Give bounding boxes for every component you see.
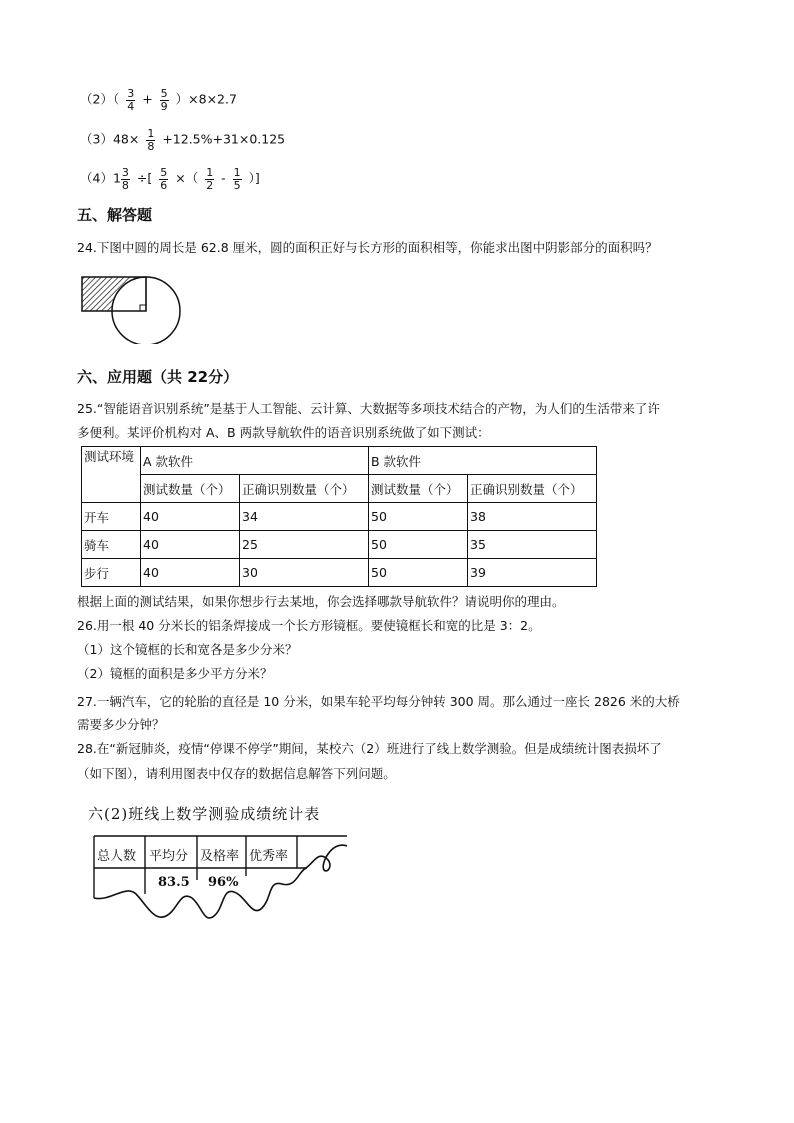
damaged-header: 平均分	[149, 849, 189, 864]
sub-header: 测试数量（个）	[369, 475, 468, 503]
q25-line1: 25.“智能语音识别系统”是基于人工智能、云计算、大数据等多项技术结合的产物，为人们的生活带来了许	[77, 401, 660, 416]
fraction: $\frac{3}{8}$	[121, 166, 129, 192]
table-row: 骑车 40 25 50 35	[82, 531, 597, 559]
sub-header: 正确识别数量（个）	[468, 475, 597, 503]
fraction: $\frac{1}{2}$	[206, 166, 214, 192]
circle-rectangle-figure	[76, 268, 182, 344]
q25-line2: 多便利。某评价机构对 A、B 两款导航软件的语音识别系统做了如下测试：	[77, 425, 490, 440]
damaged-header: 及格率	[200, 849, 240, 864]
group-b-header: B 款软件	[369, 447, 597, 475]
damaged-header: 总人数	[97, 849, 137, 864]
sub-header: 测试数量（个）	[141, 475, 240, 503]
table-row: 步行 40 30 50 39	[82, 559, 597, 587]
q26-sub1: （1）这个镜框的长和宽各是多少分米？	[77, 642, 298, 657]
fraction: $\frac{1}{8}$	[147, 127, 155, 153]
pass-rate-value: 96%	[208, 875, 239, 890]
q24-text: 24.下图中圆的周长是 62.8 厘米，圆的面积正好与长方形的面积相等，你能求出图中阴影部分的面积吗？	[77, 240, 658, 255]
section-6-title: 六、应用题（共 22分）	[77, 368, 239, 386]
test-table	[81, 446, 597, 587]
calc-q2: （2）（ $\frac{3}{4}$ + $\frac{5}{9}$ ）×8×2.7	[80, 87, 237, 113]
table-corner: 测试环境	[82, 447, 141, 503]
calc-q3: （3）48× $\frac{1}{8}$ +12.5%+31×0.125	[80, 127, 286, 153]
average-score-value: 83.5	[158, 875, 190, 890]
damaged-table-title: 六(2)班线上数学测验成绩统计表	[88, 805, 321, 823]
q26-text: 26.用一根 40 分米长的铝条焊接成一个长方形镜框。要使镜框长和宽的比是 3：2。	[77, 618, 541, 633]
section-5-title: 五、解答题	[77, 206, 153, 224]
fraction: $\frac{1}{5}$	[233, 166, 241, 192]
q26-sub2: （2）镜框的面积是多少平方分米？	[77, 666, 273, 681]
fraction: $\frac{5}{9}$	[160, 87, 168, 113]
q27-line1: 27.一辆汽车，它的轮胎的直径是 10 分米，如果车轮平均每分钟转 300 周。那么通过一座长 2826 米的大桥	[77, 694, 680, 709]
q25-question: 根据上面的测试结果，如果你想步行去某地，你会选择哪款导航软件？请说明你的理由。	[77, 594, 565, 609]
q28-line1: 28.在“新冠肺炎，疫情“停课不停学”期间，某校六（2）班进行了线上数学测验。但是成绩统计图表损坏了	[77, 741, 662, 756]
calc-q4: （4）1 $\frac{3}{8}$ ÷[ $\frac{5}{6}$ ×（ $\frac{1}{2}$ - $\frac{1}{5}$ ）]	[80, 166, 260, 192]
q27-line2: 需要多少分钟？	[77, 717, 165, 732]
damaged-header: 优秀率	[249, 849, 289, 864]
group-a-header: A 款软件	[141, 447, 369, 475]
fraction: $\frac{3}{4}$	[127, 87, 135, 113]
table-row: 开车 40 34 50 38	[82, 503, 597, 531]
fraction: $\frac{5}{6}$	[160, 166, 168, 192]
q28-line2: （如下图），请利用图表中仅存的数据信息解答下列问题。	[77, 766, 396, 781]
sub-header: 正确识别数量（个）	[240, 475, 369, 503]
